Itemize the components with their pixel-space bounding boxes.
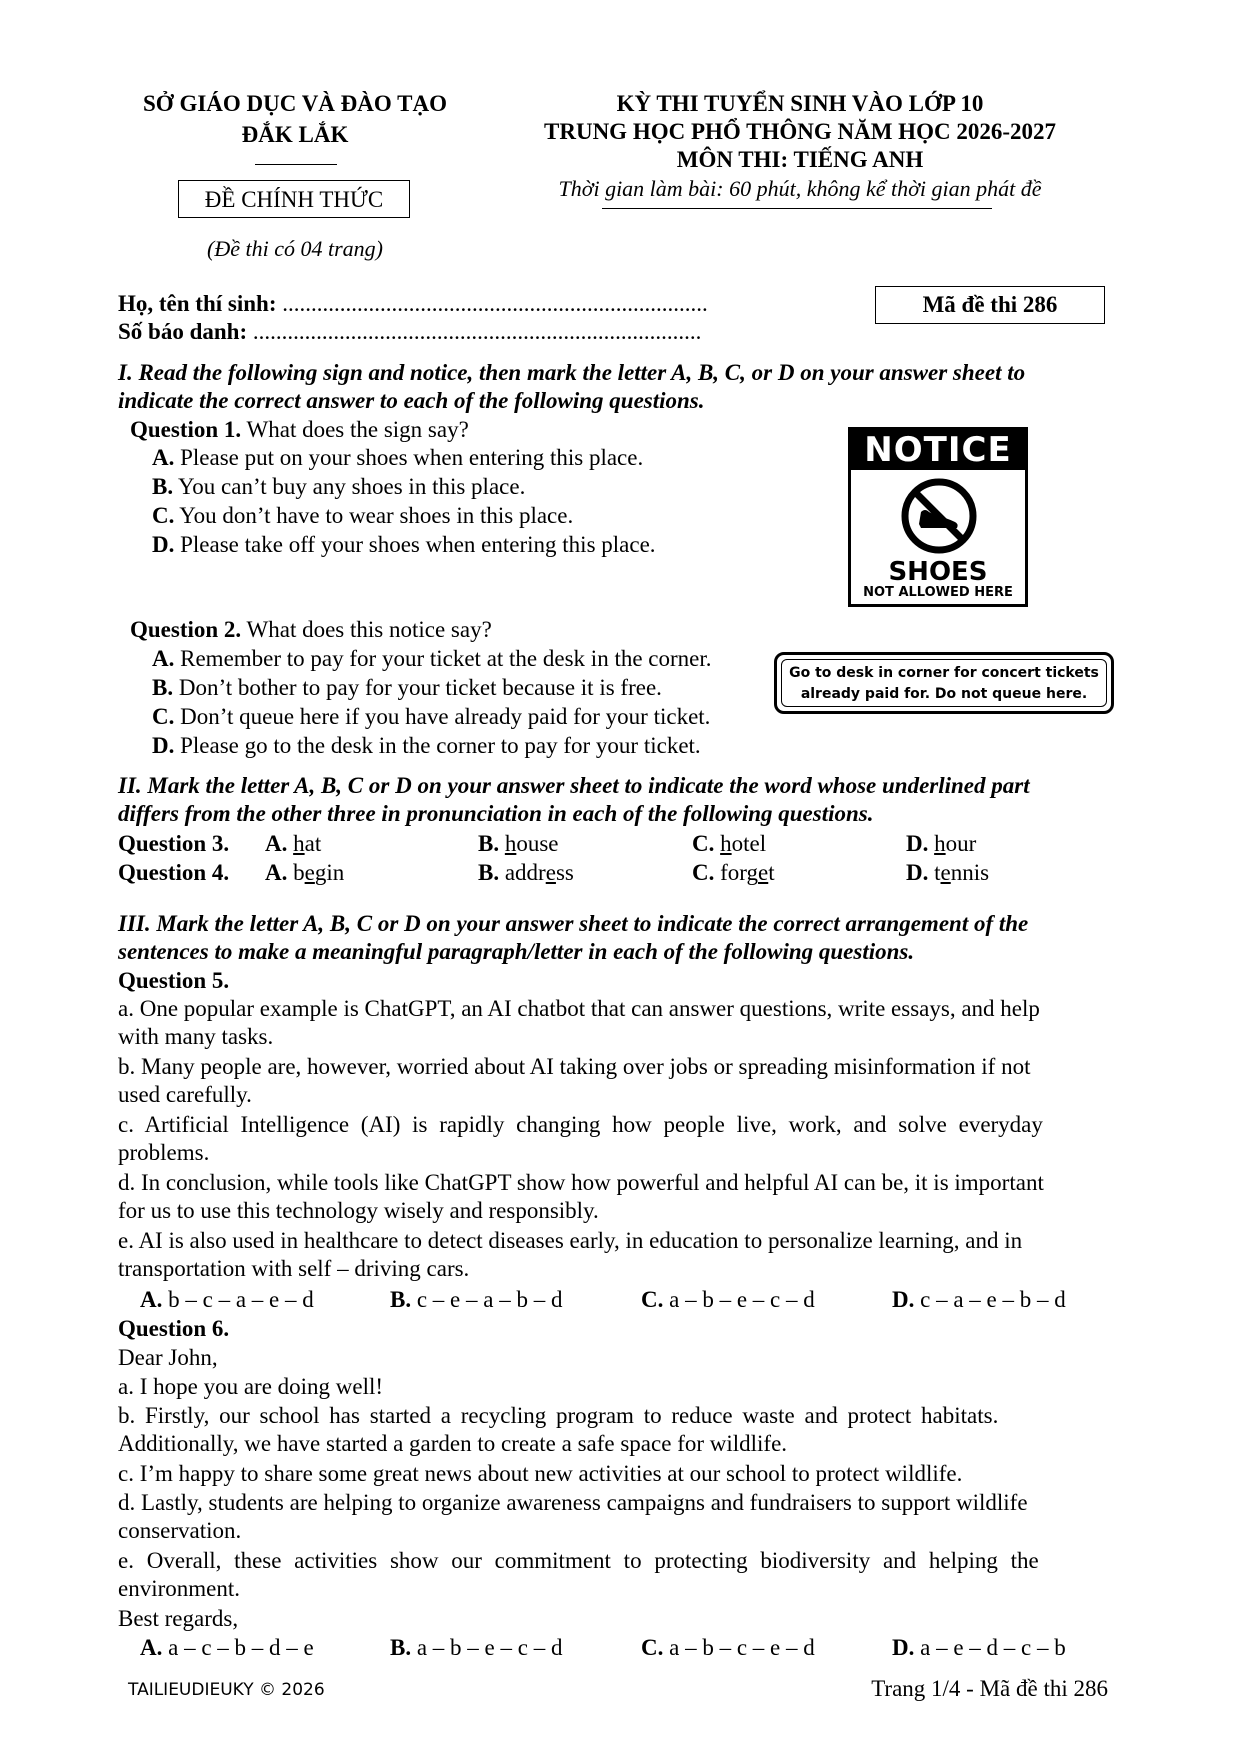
question-6-label: Question 6. bbox=[118, 1316, 230, 1341]
sign-main-text: SHOES bbox=[888, 557, 988, 587]
candidate-name-field[interactable]: .......................................................................... bbox=[282, 291, 708, 316]
q6-sentence-b bbox=[118, 1402, 1118, 1458]
question-3-option-c[interactable]: C. hotel bbox=[692, 831, 767, 856]
q6-greeting: Dear John, bbox=[118, 1345, 218, 1370]
q6-e-line-1: e. Overall, these activities show our commitment to protecting biodiversity and helping the bbox=[118, 1548, 1039, 1573]
option-letter: C. bbox=[152, 704, 175, 729]
q6-e-line-2: environment. bbox=[118, 1576, 240, 1601]
exam-time-underline bbox=[602, 208, 992, 209]
q5-d-line-1: d. In conclusion, while tools like ChatGPT show how powerful and helpful AI can be, it is important bbox=[118, 1170, 1044, 1195]
option-letter: D. bbox=[152, 532, 175, 557]
exam-time: Thời gian làm bài: 60 phút, không kể thời gian phát đề bbox=[558, 176, 1042, 201]
question-5-option-d[interactable]: D. c – a – e – b – d bbox=[892, 1287, 1066, 1312]
exam-subject: MÔN THI: TIẾNG ANH bbox=[676, 147, 924, 172]
question-4-option-d[interactable]: D. tennis bbox=[906, 860, 990, 885]
notice-line-2: already paid for. Do not queue here. bbox=[800, 686, 1088, 702]
no-shoes-icon bbox=[899, 476, 979, 561]
question-2-text: What does this notice say? bbox=[246, 617, 492, 642]
sign-sub-text: NOT ALLOWED HERE bbox=[863, 585, 1013, 600]
question-4-option-b[interactable]: B. address bbox=[478, 860, 574, 885]
question-2-option-c[interactable] bbox=[152, 703, 710, 731]
question-5-option-b[interactable]: B. c – e – a – b – d bbox=[390, 1287, 563, 1312]
question-4-option-c[interactable]: C. forget bbox=[692, 860, 775, 885]
q5-c-line-1: c. Artificial Intelligence (AI) is rapidly changing how people live, work, and solve everyday bbox=[118, 1112, 1043, 1137]
option-text: Please go to the desk in the corner to pay for your ticket. bbox=[180, 733, 701, 758]
footer-page-number: Trang 1/4 - Mã đề thi 286 bbox=[871, 1676, 1108, 1701]
section-2-title-line-2: differs from the other three in pronunciation in each of the following questions. bbox=[118, 801, 874, 826]
question-1-option-c[interactable] bbox=[152, 502, 573, 530]
question-3-option-a[interactable]: A. hat bbox=[265, 831, 322, 856]
header-divider bbox=[255, 164, 337, 165]
q5-sentence-e bbox=[118, 1227, 1118, 1283]
question-3-option-b[interactable]: B. house bbox=[478, 831, 559, 856]
question-2-option-b[interactable] bbox=[152, 674, 662, 702]
question-5-label: Question 5. bbox=[118, 968, 230, 993]
candidate-name-label: Họ, tên thí sinh: bbox=[118, 291, 277, 316]
official-exam-box: ĐỀ CHÍNH THỨC bbox=[178, 180, 410, 218]
question-2-option-a[interactable] bbox=[152, 645, 712, 673]
question-4-option-a[interactable]: A. begin bbox=[265, 860, 345, 885]
candidate-name-line bbox=[118, 290, 708, 318]
question-1-text: What does the sign say? bbox=[246, 417, 469, 442]
q5-d-line-2: for us to use this technology wisely and responsibly. bbox=[118, 1198, 599, 1223]
candidate-id-field[interactable]: .............................................................................. bbox=[252, 319, 702, 344]
option-text: Don’t bother to pay for your ticket because it is free. bbox=[178, 675, 662, 700]
notice-inner bbox=[781, 659, 1107, 707]
option-text: Please take off your shoes when entering this place. bbox=[180, 532, 656, 557]
question-3-label: Question 3. bbox=[118, 831, 230, 856]
question-1-option-d[interactable] bbox=[152, 531, 656, 559]
section-3-title-line-2: sentences to make a meaningful paragraph/letter in each of the following questions. bbox=[118, 939, 915, 964]
q5-sentence-a bbox=[118, 995, 1118, 1051]
no-shoes-sign bbox=[848, 427, 1028, 607]
q5-sentence-d bbox=[118, 1169, 1118, 1225]
exam-title-line-1: KỲ THI TUYỂN SINH VÀO LỚP 10 bbox=[616, 91, 984, 116]
question-6-options bbox=[0, 1634, 1241, 1662]
option-letter: A. bbox=[152, 445, 175, 470]
question-4-label: Question 4. bbox=[118, 860, 230, 885]
q5-e-line-1: e. AI is also used in healthcare to detect diseases early, in education to personalize learning, and in bbox=[118, 1228, 1023, 1253]
page-count-note: (Đề thi có 04 trang) bbox=[207, 236, 383, 261]
section-3-title-line-1: III. Mark the letter A, B, C or D on your answer sheet to indicate the correct arrangement of the bbox=[118, 911, 1029, 936]
option-letter: B. bbox=[152, 474, 174, 499]
section-1-title-line-2: indicate the correct answer to each of the following questions. bbox=[118, 388, 705, 413]
question-2-label: Question 2. bbox=[130, 617, 242, 642]
option-letter: D. bbox=[152, 733, 175, 758]
q6-d-line-2: conservation. bbox=[118, 1518, 242, 1543]
q5-a-line-2: with many tasks. bbox=[118, 1024, 274, 1049]
department-line-1: SỞ GIÁO DỤC VÀ ĐÀO TẠO bbox=[143, 91, 447, 116]
question-6-option-d[interactable]: D. a – e – d – c – b bbox=[892, 1635, 1066, 1660]
question-5-options bbox=[0, 1286, 1241, 1314]
question-3-option-d[interactable]: D. hour bbox=[906, 831, 977, 856]
q5-c-line-2: problems. bbox=[118, 1140, 210, 1165]
question-6-option-c[interactable]: C. a – b – c – e – d bbox=[641, 1635, 815, 1660]
question-6-option-b[interactable]: B. a – b – e – c – d bbox=[390, 1635, 563, 1660]
q5-sentence-c bbox=[118, 1111, 1118, 1167]
question-1-option-a[interactable] bbox=[152, 444, 643, 472]
q6-closing: Best regards, bbox=[118, 1606, 239, 1631]
q5-e-line-2: transportation with self – driving cars. bbox=[118, 1256, 470, 1281]
section-1-title-line-1: I. Read the following sign and notice, then mark the letter A, B, C, or D on your answer sheet to bbox=[118, 360, 1026, 385]
concert-notice bbox=[774, 652, 1114, 714]
q5-a-line-1: a. One popular example is ChatGPT, an AI chatbot that can answer questions, write essays, and help bbox=[118, 996, 1040, 1021]
option-text: Remember to pay for your ticket at the desk in the corner. bbox=[180, 646, 712, 671]
option-text: Don’t queue here if you have already paid for your ticket. bbox=[180, 704, 711, 729]
q6-sentence-a: a. I hope you are doing well! bbox=[118, 1374, 384, 1399]
question-3-row bbox=[0, 830, 1241, 858]
q6-sentence-d bbox=[118, 1489, 1118, 1545]
candidate-id-line bbox=[118, 318, 701, 346]
q6-b-line-2: Additionally, we have started a garden to create a safe space for wildlife. bbox=[118, 1431, 788, 1456]
notice-line-1: Go to desk in corner for concert tickets bbox=[789, 665, 1099, 681]
question-1-option-b[interactable] bbox=[152, 473, 525, 501]
q6-b-line-1: b. Firstly, our school has started a recycling program to reduce waste and protect habitats. bbox=[118, 1403, 999, 1428]
department-line-2: ĐẮK LẮK bbox=[241, 122, 349, 147]
question-1-stem bbox=[130, 416, 469, 444]
q5-b-line-2: used carefully. bbox=[118, 1082, 252, 1107]
question-2-stem bbox=[130, 616, 492, 644]
exam-code-box: Mã đề thi 286 bbox=[875, 286, 1105, 324]
question-5-option-a[interactable]: A. b – c – a – e – d bbox=[140, 1287, 314, 1312]
candidate-id-label: Số báo danh: bbox=[118, 319, 248, 344]
sign-header: NOTICE bbox=[851, 430, 1025, 470]
q6-sentence-c: c. I’m happy to share some great news about new activities at our school to protect wildlife. bbox=[118, 1461, 963, 1486]
q6-sentence-e bbox=[118, 1547, 1118, 1603]
q5-sentence-b bbox=[118, 1053, 1118, 1109]
option-letter: C. bbox=[152, 503, 175, 528]
option-text: You can’t buy any shoes in this place. bbox=[178, 474, 526, 499]
question-1-label: Question 1. bbox=[130, 417, 242, 442]
q5-b-line-1: b. Many people are, however, worried about AI taking over jobs or spreading misinformation if not bbox=[118, 1054, 1031, 1079]
question-6-option-a[interactable]: A. a – c – b – d – e bbox=[140, 1635, 314, 1660]
option-text: You don’t have to wear shoes in this place. bbox=[179, 503, 574, 528]
option-text: Please put on your shoes when entering this place. bbox=[180, 445, 644, 470]
section-2-title-line-1: II. Mark the letter A, B, C or D on your answer sheet to indicate the word whose underlined part bbox=[118, 773, 1030, 798]
footer-left: TAILIEUDIEUKY © 2026 bbox=[128, 1680, 325, 1700]
q6-d-line-1: d. Lastly, students are helping to organize awareness campaigns and fundraisers to support wildlife bbox=[118, 1490, 1028, 1515]
question-5-option-c[interactable]: C. a – b – e – c – d bbox=[641, 1287, 815, 1312]
question-4-row bbox=[0, 859, 1241, 887]
question-2-option-d[interactable] bbox=[152, 732, 701, 760]
option-letter: B. bbox=[152, 675, 174, 700]
exam-title-line-2: TRUNG HỌC PHỔ THÔNG NĂM HỌC 2026-2027 bbox=[544, 119, 1056, 144]
option-letter: A. bbox=[152, 646, 175, 671]
